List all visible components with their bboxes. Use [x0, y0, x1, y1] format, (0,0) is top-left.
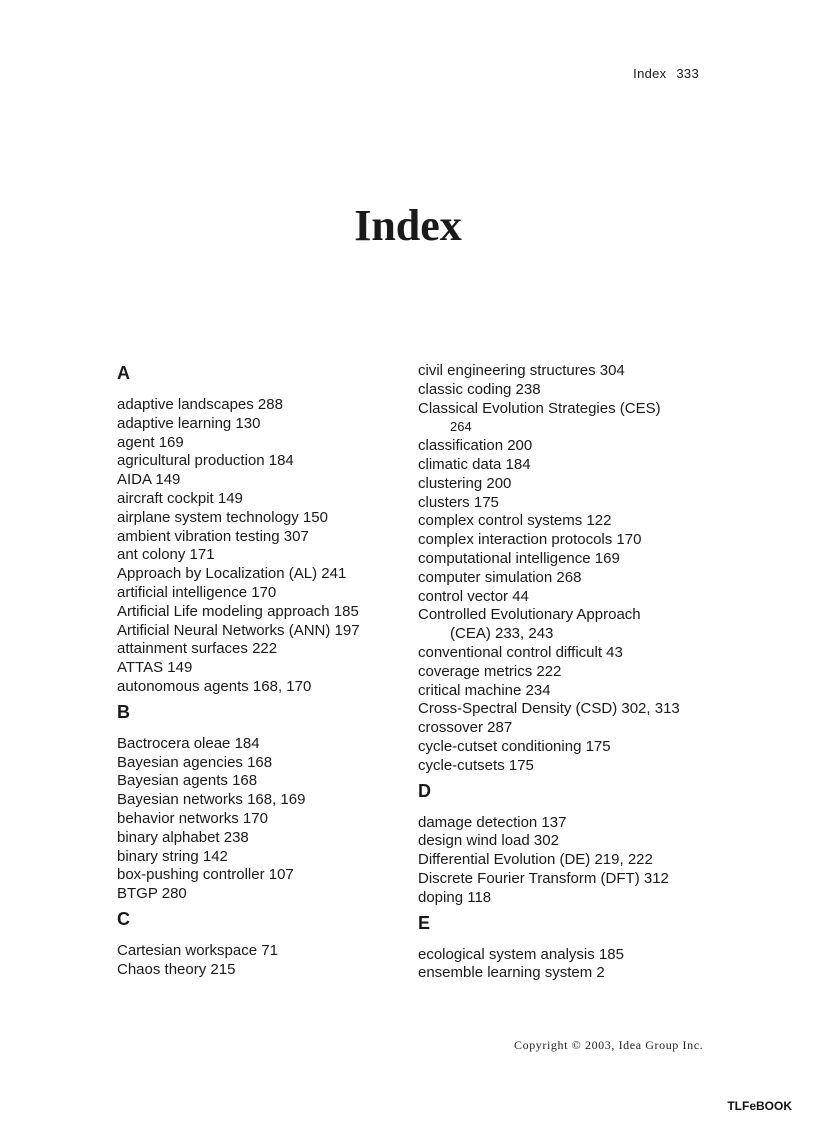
section-letter: D [418, 780, 431, 801]
index-entry [418, 494, 728, 513]
index-entry [418, 964, 728, 983]
index-entry-text: crossover 287 [418, 719, 513, 737]
index-section [117, 362, 407, 697]
index-entry-text: behavior networks 170 [117, 809, 268, 827]
index-entry-text: attainment surfaces 222 [117, 640, 278, 658]
index-entry [117, 509, 407, 528]
index-entry [418, 700, 728, 719]
index-entry-text: binary string 142 [117, 847, 228, 865]
index-entry [418, 851, 728, 870]
index-entry-text: agent 169 [117, 433, 184, 451]
index-entry [117, 942, 407, 961]
index-entry-continuation: (CEA) 233, 243 [450, 625, 554, 643]
index-entry-text: climatic data 184 [418, 455, 531, 473]
index-entry [418, 588, 728, 607]
index-entry [418, 400, 728, 438]
index-entry-text: BTGP 280 [117, 885, 187, 903]
index-entry [117, 866, 407, 885]
index-entry [418, 550, 728, 569]
index-entry-continuation: 264 [450, 419, 472, 435]
index-entry-text: coverage metrics 222 [418, 662, 562, 680]
index-entry [117, 659, 407, 678]
index-section [418, 912, 728, 984]
index-entry-text: ATTAS 149 [117, 659, 193, 677]
index-entry-text: complex interaction protocols 170 [418, 531, 642, 549]
index-entry [117, 471, 407, 490]
index-entry [418, 456, 728, 475]
index-entry [117, 810, 407, 829]
index-entry-text: Cross-Spectral Density (CSD) 302, 313 [418, 700, 680, 718]
index-entry-text: damage detection 137 [418, 813, 567, 831]
index-entry [117, 885, 407, 904]
index-entry-text: Differential Evolution (DE) 219, 222 [418, 851, 653, 869]
index-entry-text: Classical Evolution Strategies (CES) [418, 399, 661, 417]
index-entry [117, 546, 407, 565]
index-entry-text: Approach by Localization (AL) 241 [117, 565, 347, 583]
index-entry [418, 437, 728, 456]
index-entry-text: doping 118 [418, 888, 492, 906]
index-entry-text: cycle-cutsets 175 [418, 756, 534, 774]
index-entry [418, 644, 728, 663]
index-entry-text: agricultural production 184 [117, 452, 294, 470]
index-entry-text: Cartesian workspace 71 [117, 941, 278, 959]
index-entry [117, 754, 407, 773]
index-entry [418, 738, 728, 757]
index-entry [117, 603, 407, 622]
page-title: Index [354, 201, 462, 250]
index-entry-text: ant colony 171 [117, 546, 215, 564]
index-entry-text: conventional control difficult 43 [418, 643, 623, 661]
index-entry [418, 889, 728, 908]
section-letter: C [117, 908, 130, 929]
index-entry [117, 396, 407, 415]
index-entry-text: Bayesian agencies 168 [117, 753, 273, 771]
index-entry [117, 961, 407, 980]
index-entry-text: ensemble learning system 2 [418, 964, 605, 982]
index-entry-text: airplane system technology 150 [117, 508, 328, 526]
index-entry [117, 829, 407, 848]
index-entry-text: computational intelligence 169 [418, 549, 620, 567]
index-entry [117, 640, 407, 659]
index-section [418, 362, 728, 776]
index-entry-text: Chaos theory 215 [117, 960, 236, 978]
index-entry [418, 757, 728, 776]
index-entry-text: design wind load 302 [418, 832, 559, 850]
index-entry-text: adaptive learning 130 [117, 414, 261, 432]
index-entry-text: control vector 44 [418, 587, 529, 605]
index-entry-text: cycle-cutset conditioning 175 [418, 737, 611, 755]
index-entry-text: Controlled Evolutionary Approach [418, 606, 641, 624]
index-entry [418, 531, 728, 550]
index-entry [418, 362, 728, 381]
index-entry [418, 870, 728, 889]
index-entry-text: critical machine 234 [418, 681, 551, 699]
index-entry-text: Bactrocera oleae 184 [117, 734, 260, 752]
index-entry-text: artificial intelligence 170 [117, 583, 277, 601]
index-entry [418, 814, 728, 833]
index-entry [117, 490, 407, 509]
index-entry [418, 381, 728, 400]
index-entry-text: clusters 175 [418, 493, 499, 511]
index-entry-text: Bayesian agents 168 [117, 772, 258, 790]
index-entry [418, 946, 728, 965]
index-entry [117, 622, 407, 641]
index-entry-text: adaptive landscapes 288 [117, 396, 283, 413]
index-entry-text: classification 200 [418, 437, 533, 455]
index-entry-text: civil engineering structures 304 [418, 362, 625, 379]
index-entry-text: aircraft cockpit 149 [117, 489, 243, 507]
section-letter: E [418, 912, 431, 933]
index-entry-text: classic coding 238 [418, 380, 541, 398]
index-entry-text: ambient vibration testing 307 [117, 527, 309, 545]
index-entry [117, 678, 407, 697]
section-letter: A [117, 363, 130, 383]
index-entry [418, 569, 728, 588]
index-entry [418, 512, 728, 531]
index-column-right [418, 362, 728, 983]
index-entry [418, 719, 728, 738]
index-section [418, 780, 728, 908]
index-entry [117, 772, 407, 791]
copyright-notice: Copyright © 2003, Idea Group Inc. [514, 1038, 704, 1052]
index-entry-text: binary alphabet 238 [117, 828, 249, 846]
index-entry [117, 584, 407, 603]
index-entry-text: Artificial Life modeling approach 185 [117, 602, 359, 620]
section-letter: B [117, 701, 130, 722]
index-entry [117, 528, 407, 547]
index-entry [418, 663, 728, 682]
index-entry [418, 475, 728, 494]
index-entry-text: Artificial Neural Networks (ANN) 197 [117, 621, 360, 639]
index-entry-text: computer simulation 268 [418, 568, 582, 586]
index-entry-text: complex control systems 122 [418, 512, 612, 530]
index-section [117, 701, 407, 904]
index-entry [117, 791, 407, 810]
index-entry [418, 682, 728, 701]
running-head [633, 66, 699, 81]
running-head-section: Index [633, 66, 667, 81]
index-entry [117, 735, 407, 754]
index-column-left [117, 362, 407, 980]
index-entry [117, 848, 407, 867]
index-entry-text: clustering 200 [418, 474, 512, 492]
index-entry-text: AIDA 149 [117, 471, 181, 489]
footer-tag: TLFeBOOK [727, 1099, 792, 1113]
index-section [117, 908, 407, 980]
index-entry-text: Bayesian networks 168, 169 [117, 791, 306, 809]
index-entry-text: ecological system analysis 185 [418, 945, 624, 963]
index-entry-text: box-pushing controller 107 [117, 866, 294, 884]
index-entry [418, 832, 728, 851]
index-entry [418, 606, 728, 644]
running-head-page-number: 333 [676, 66, 699, 81]
index-entry-text: Discrete Fourier Transform (DFT) 312 [418, 869, 669, 887]
index-entry [117, 434, 407, 453]
index-entry [117, 565, 407, 584]
index-entry [117, 452, 407, 471]
index-entry [117, 415, 407, 434]
index-entry-text: autonomous agents 168, 170 [117, 677, 312, 695]
